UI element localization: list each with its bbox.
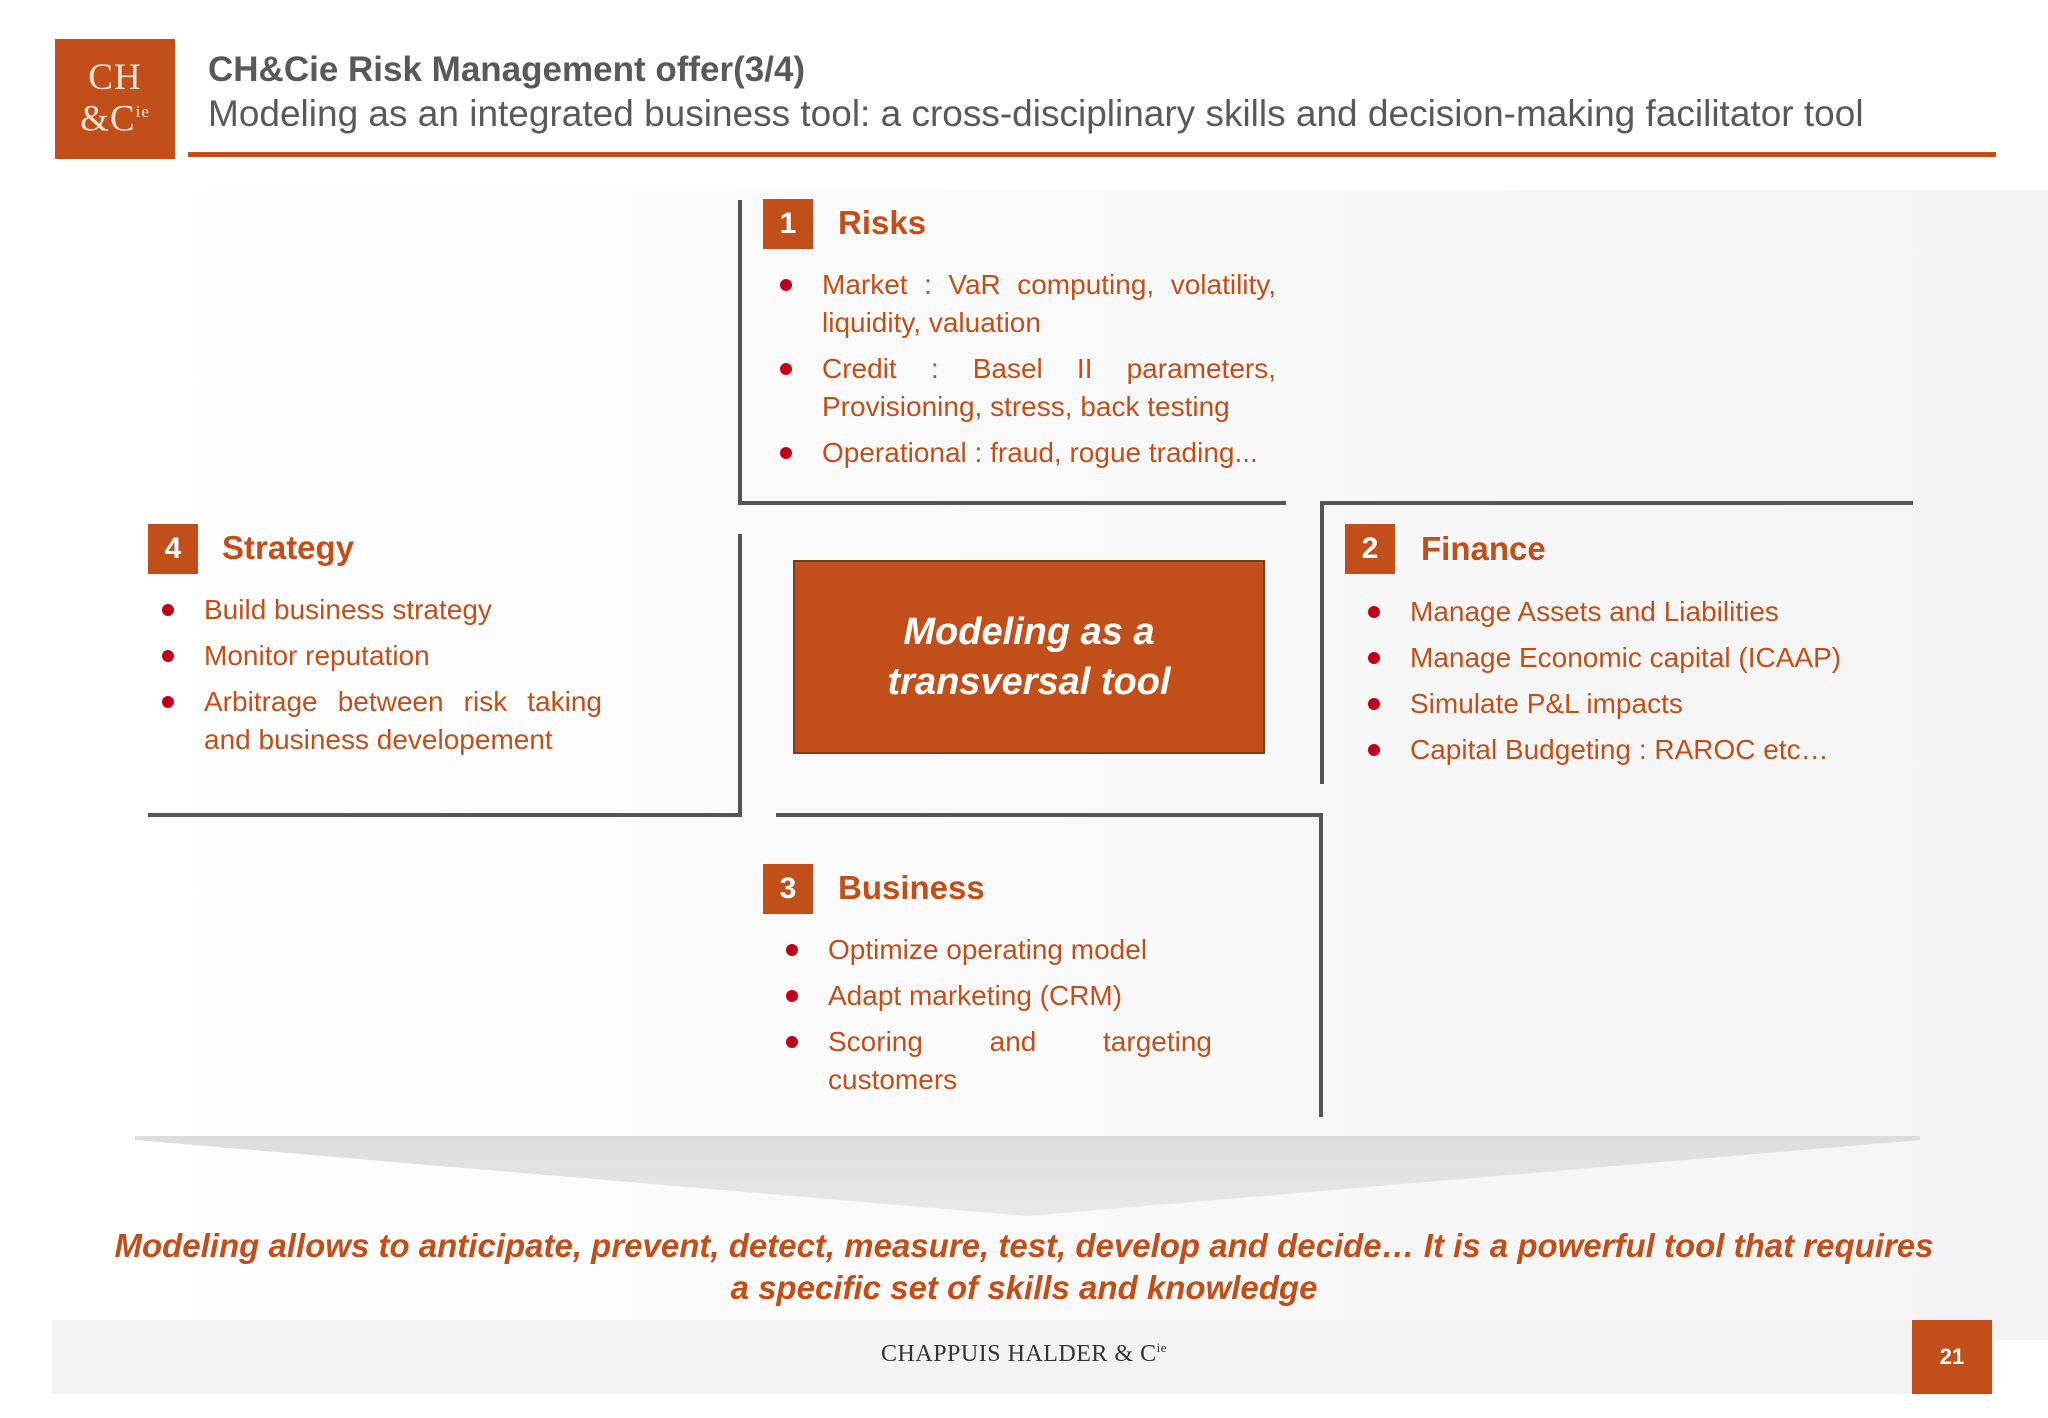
conclusion-text — [80, 1225, 1968, 1309]
bullet-icon — [786, 1036, 798, 1048]
logo-line-2: $\&C^{ie}$ — [80, 98, 150, 140]
bullet-icon — [786, 990, 798, 1002]
bullet-icon — [1368, 606, 1380, 618]
risks-left-line — [738, 200, 742, 505]
list-item: Credit : Basel II parameters, Provisioning, stress, back testing — [780, 350, 1276, 426]
list-item: Adapt marketing (CRM) — [786, 977, 1212, 1015]
strategy-list — [162, 591, 602, 767]
page-title: CH&Cie Risk Management offer(3/4) — [208, 50, 806, 89]
list-item: Operational : fraud, rogue trading... — [780, 434, 1276, 472]
conclusion-line-1: Modeling allows to anticipate, prevent, detect, measure, test, develop and decide… It is a powerful tool that requires — [114, 1227, 1934, 1264]
list-item: Manage Economic capital (ICAAP) — [1368, 639, 1888, 677]
strategy-bottom-line — [148, 813, 742, 817]
page-subtitle: Modeling as an integrated business tool: a cross-disciplinary skills and decision-making facilitator tool — [208, 93, 1864, 134]
page-number: 21 — [1912, 1320, 1992, 1394]
conclusion-line-2: a specific set of skills and knowledge — [730, 1269, 1318, 1306]
bullet-icon — [162, 696, 174, 708]
risks-list — [780, 266, 1276, 480]
list-item: Monitor reputation — [162, 637, 602, 675]
risks-number-badge: 1 — [763, 199, 813, 249]
business-right-line — [1319, 813, 1323, 1117]
finance-list — [1368, 593, 1888, 777]
bullet-icon — [1368, 652, 1380, 664]
business-title: Business — [838, 869, 985, 906]
finance-title: Finance — [1421, 530, 1546, 567]
bullet-icon — [1368, 744, 1380, 756]
header-divider — [188, 152, 1996, 157]
bullet-icon — [780, 447, 792, 459]
business-number-badge: 3 — [763, 864, 813, 914]
list-item: Build business strategy — [162, 591, 602, 629]
bullet-icon — [780, 279, 792, 291]
center-concept-box — [793, 560, 1265, 754]
bullet-icon — [786, 944, 798, 956]
business-top-line — [776, 813, 1323, 817]
bullet-icon — [780, 363, 792, 375]
list-item: Simulate P&L impacts — [1368, 685, 1888, 723]
finance-top-line — [1320, 501, 1913, 505]
bullet-icon — [1368, 698, 1380, 710]
finance-left-line — [1320, 501, 1324, 784]
company-logo — [55, 39, 175, 159]
list-item: Capital Budgeting : RAROC etc… — [1368, 731, 1888, 769]
business-list — [786, 931, 1212, 1107]
footer-brand-logo: CHAPPUIS HALDER & $C^{ie}$ — [881, 1340, 1167, 1367]
bullet-icon — [162, 604, 174, 616]
logo-line-1: CH — [88, 57, 142, 99]
list-item: Optimize operating model — [786, 931, 1212, 969]
list-item: Market : VaR computing, volatility, liquidity, valuation — [780, 266, 1276, 342]
center-line-1: Modeling as a — [903, 611, 1155, 653]
list-item: Arbitrage between risk taking and business developement — [162, 683, 602, 759]
center-line-2: transversal tool — [887, 661, 1171, 703]
risks-bottom-line — [738, 501, 1286, 505]
list-item: Scoring and targeting customers — [786, 1023, 1212, 1099]
bullet-icon — [162, 650, 174, 662]
strategy-right-line — [738, 534, 742, 817]
list-item: Manage Assets and Liabilities — [1368, 593, 1888, 631]
down-arrow-shape — [135, 1136, 1920, 1216]
strategy-number-badge: 4 — [148, 524, 198, 574]
strategy-title: Strategy — [222, 529, 355, 566]
finance-number-badge: 2 — [1345, 524, 1395, 574]
risks-title: Risks — [838, 204, 927, 241]
